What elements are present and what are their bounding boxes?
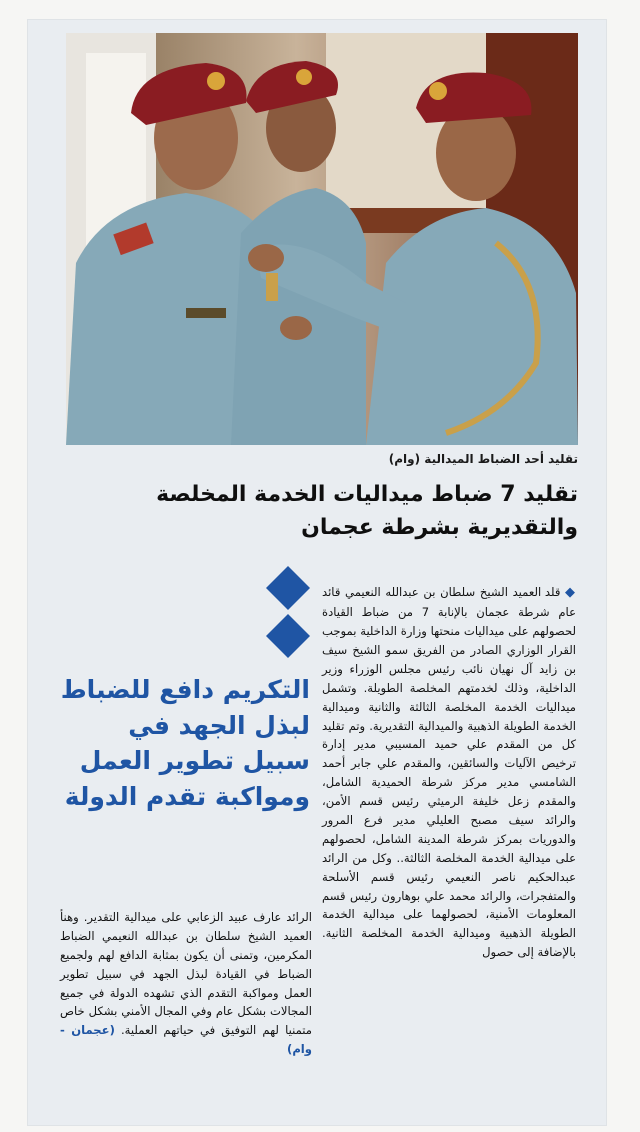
- article-body-right-column: [322, 582, 576, 962]
- article-photo: [66, 33, 578, 445]
- article-headline: تقليد 7 ضباط ميداليات الخدمة المخلصة والتقديرية بشرطة عجمان: [156, 482, 578, 540]
- bullet-diamond-icon: ◆: [565, 585, 576, 600]
- body-text-right: قلد العميد الشيخ سلطان بن عبدالله النعيمي قائد عام شرطة عجمان بالإنابة 7 من ضباط القيادة لحصولهم على ميداليات منحتها وزارة الداخلية بموجب القرار الوزاري الصادر من الفريق سمو الشيخ سيف بن زايد آل نهيان نائب رئيس مجلس الوزراء وزير الداخلية، وذلك لخدمتهم المخلصة الطويلة. وتشمل ميداليات الخدمة المخلصة الثالثة والثانية وميدالية الخدمة الطويلة الذهبية والميدالية التقديرية. وتم تقليد كل من المقدم علي حميد المسيبي مدير إدارة ترخيص الآليات والسائقين، والمقدم علي جابر أحمد الشامسي مدير مركز شرطة الحميدية الشامل، والمقدم زعل خليفة الرميثي رئيس قسم الأمن، والرائد سيف مصبح العليلي مدير فرع المرور والدوريات بمركز شرطة المدينة الشامل، لحصولهم على ميدالية الخدمة المخلصة الثالثة.. وكل من الرائد عبدالحكيم ناصر النعيمي رئيس قسم الأسلحة والمتفجرات، والرائد محمد علي بوهارون رئيس قسم المعلومات الأمنية، لحصولهما على ميدالية الخدمة الطويلة الذهبية وميدالية الخدمة المخلصة الثانية. بالإضافة إلى حصول: [322, 585, 577, 960]
- pull-quote: التكريم دافع للضباط لبذل الجهد في سبيل تطوير العمل ومواكبة تقدم الدولة: [60, 675, 310, 811]
- diamond-ornament: [262, 564, 314, 660]
- photo-caption: تقليد أحد الضباط الميدالية (وام): [388, 452, 578, 466]
- article-body-left-column: [60, 908, 312, 1059]
- article-credit: (عجمان - وام): [60, 1023, 312, 1057]
- body-text-left: الرائد عارف عبيد الزعابي على ميدالية التقدير. وهنأ العميد الشيخ سلطان بن عبدالله النعيمي الضباط المكرمين، وتمنى أن يكون بمثابة الدافع لهم ولجميع الضباط في القيادة لبذل الجهد في سبيل تطوير العمل ومواكبة التقدم الذي تشهده الدولة في جميع المجالات بشكل عام وفي المجال الأمني بشكل خاص متمنيا لهم التوفيق في حياتهم العملية.: [60, 910, 313, 1038]
- officers-ceremony-illustration: [66, 33, 578, 445]
- diamond-ornament-icon: [262, 564, 314, 660]
